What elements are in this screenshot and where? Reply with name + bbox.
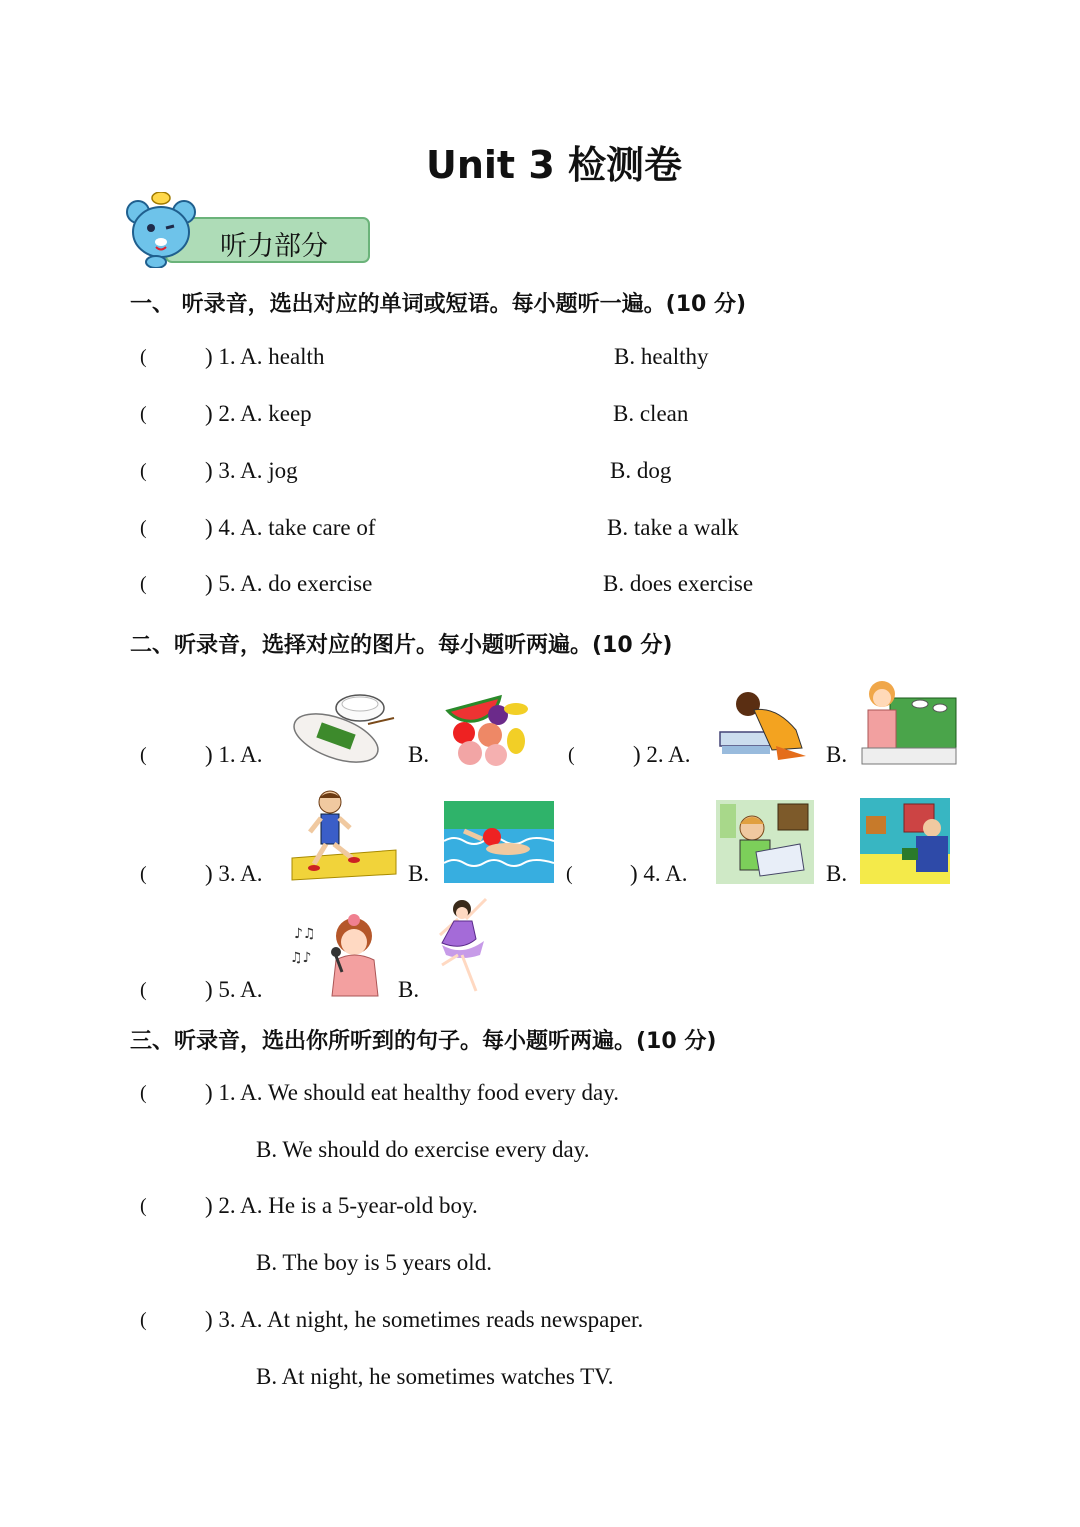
option-b: B. At night, he sometimes watches TV. [256, 1364, 614, 1389]
answer-blank[interactable]: ( [140, 403, 147, 425]
section-1-heading: 一、 听录音，选出对应的单词或短语。每小题听一遍。(10 分) [130, 292, 747, 317]
question-text: ) 3. A. At night, he sometimes reads newspaper. [205, 1307, 644, 1332]
banner-label: 听力部分 [220, 231, 328, 262]
answer-blank[interactable]: ( [566, 863, 573, 885]
question-text: ) 2. A. [633, 742, 691, 767]
boy-swimming-icon[interactable] [444, 801, 554, 883]
svg-text:♫♪: ♫♪ [290, 950, 312, 966]
fruits-icon[interactable] [444, 691, 528, 767]
question-text: ) 1. A. [205, 742, 263, 767]
section-banner [126, 192, 376, 268]
girl-singing-icon[interactable] [288, 912, 388, 998]
option-b: B. The boy is 5 years old. [256, 1250, 492, 1275]
option-b: B. We should do exercise every day. [256, 1137, 590, 1162]
option-b: B. [408, 861, 430, 886]
question-text: ) 2. A. He is a 5-year-old boy. [205, 1193, 478, 1218]
boy-jogging-icon[interactable] [288, 788, 398, 884]
man-watching-tv-icon[interactable] [860, 798, 950, 884]
option-b: B. healthy [614, 344, 709, 369]
option-b: B. dog [610, 458, 672, 483]
answer-blank[interactable]: ( [140, 517, 147, 539]
girl-washing-face-icon[interactable] [716, 686, 814, 764]
answer-blank[interactable]: ( [140, 1195, 147, 1217]
answer-blank[interactable]: ( [140, 460, 147, 482]
question-text: ) 1. A. We should eat healthy food every day. [205, 1080, 619, 1105]
girl-dancing-icon[interactable] [432, 895, 494, 997]
question-text: ) 1. A. health [205, 344, 325, 369]
question-text: ) 5. A. do exercise [205, 571, 373, 596]
answer-blank[interactable]: ( [568, 744, 575, 766]
question-text: ) 2. A. keep [205, 401, 312, 426]
section-3-heading: 三、听录音，选出你所听到的句子。每小题听两遍。(10 分) [130, 1029, 717, 1054]
question-text: ) 5. A. [205, 977, 263, 1002]
answer-blank[interactable]: ( [140, 979, 147, 1001]
man-reading-icon[interactable] [716, 800, 814, 884]
girl-washing-dishes-icon[interactable] [860, 678, 958, 766]
option-b: B. [826, 742, 848, 767]
answer-blank[interactable]: ( [140, 1082, 147, 1104]
option-b: B. [398, 977, 420, 1002]
question-text: ) 3. A. jog [205, 458, 298, 483]
option-b: B. take a walk [607, 515, 739, 540]
option-b: B. clean [613, 401, 689, 426]
question-text: ) 4. A. [630, 861, 688, 886]
answer-blank[interactable]: ( [140, 1309, 147, 1331]
rice-and-vegetables-icon[interactable] [288, 690, 396, 766]
answer-blank[interactable]: ( [140, 863, 147, 885]
page-title: Unit 3 检测卷 [426, 143, 682, 187]
option-b: B. [408, 742, 430, 767]
answer-blank[interactable]: ( [140, 573, 147, 595]
question-text: ) 4. A. take care of [205, 515, 376, 540]
option-b: B. does exercise [603, 571, 754, 596]
svg-text:♪♫: ♪♫ [294, 926, 316, 942]
section-2-heading: 二、听录音，选择对应的图片。每小题听两遍。(10 分) [130, 633, 673, 658]
answer-blank[interactable]: ( [140, 744, 147, 766]
answer-blank[interactable]: ( [140, 346, 147, 368]
question-text: ) 3. A. [205, 861, 263, 886]
option-b: B. [826, 861, 848, 886]
